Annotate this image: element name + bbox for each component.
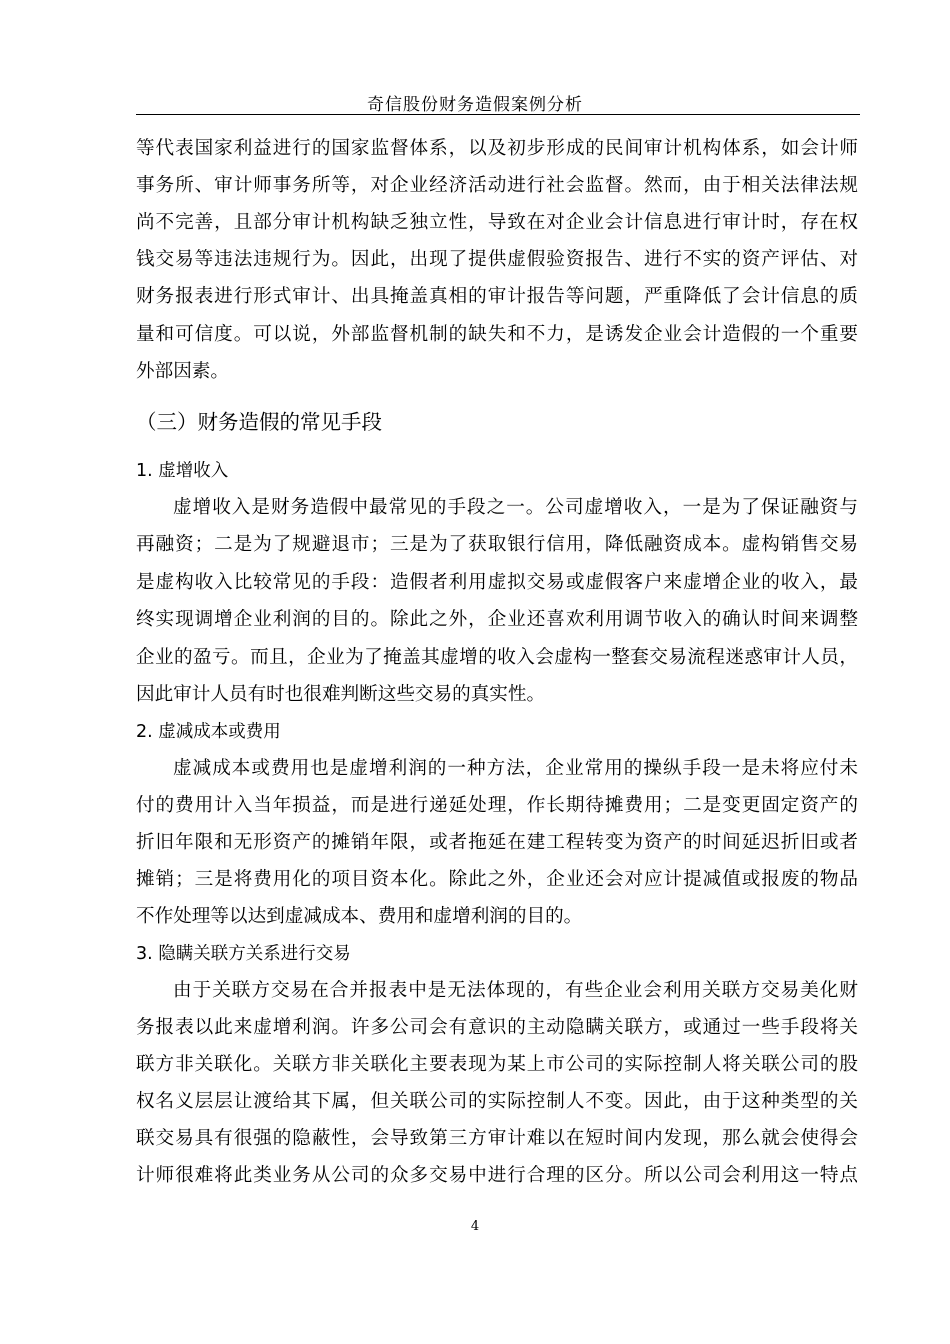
text-line: 尚不完善，且部分审计机构缺乏独立性，导致在对企业会计信息进行审计时，存在权: [136, 212, 858, 233]
section-heading: （三）财务造假的常见手段: [136, 410, 382, 434]
text-line: 虚增收入是财务造假中最常见的手段之一。公司虚增收入，一是为了保证融资与: [173, 497, 858, 518]
text-line: 终实现调增企业利润的目的。除此之外，企业还喜欢利用调节收入的确认时间来调整: [136, 609, 858, 630]
text-line: 虚减成本或费用也是虚增利润的一种方法，企业常用的操纵手段一是未将应付未: [173, 758, 858, 779]
text-line: 因此审计人员有时也很难判断这些交易的真实性。: [136, 684, 546, 705]
text-line: 事务所、审计师事务所等，对企业经济活动进行社会监督。然而，由于相关法律法规: [136, 175, 858, 196]
page-number: 4: [470, 1219, 480, 1234]
text-line: 计师很难将此类业务从公司的众多交易中进行合理的区分。所以公司会利用这一特点: [136, 1165, 858, 1186]
text-line: 再融资；二是为了规避退市；三是为了获取银行信用，降低融资成本。虚构销售交易: [136, 534, 858, 555]
text-line: 务报表以此来虚增利润。许多公司会有意识的主动隐瞒关联方，或通过一些手段将关: [136, 1017, 858, 1038]
text-line: 联方非关联化。关联方非关联化主要表现为某上市公司的实际控制人将关联公司的股: [136, 1054, 858, 1075]
text-line: 量和可信度。可以说，外部监督机制的缺失和不力，是诱发企业会计造假的一个重要: [136, 324, 858, 345]
text-line: 不作处理等以达到虚减成本、费用和虚增利润的目的。: [136, 906, 583, 927]
text-line: 是虚构收入比较常见的手段：造假者利用虚拟交易或虚假客户来虚增企业的收入，最: [136, 572, 858, 593]
text-line: 付的费用计入当年损益，而是进行递延处理，作长期待摊费用；二是变更固定资产的: [136, 795, 858, 816]
text-line: 联交易具有很强的隐蔽性，会导致第三方审计难以在短时间内发现，那么就会使得会: [136, 1128, 858, 1149]
text-line: 外部因素。: [136, 361, 229, 382]
text-line: 企业的盈亏。而且，企业为了掩盖其虚增的收入会虚构一整套交易流程迷惑审计人员，: [136, 647, 858, 668]
text-line: 折旧年限和无形资产的摊销年限，或者拖延在建工程转变为资产的时间延迟折旧或者: [136, 832, 858, 853]
text-line: 权名义层层让渡给其下属，但关联公司的实际控制人不变。因此，由于这种类型的关: [136, 1091, 858, 1112]
text-line: 等代表国家利益进行的国家监督体系，以及初步形成的民间审计机构体系，如会计师: [136, 138, 858, 159]
text-line: 钱交易等违法违规行为。因此，出现了提供虚假验资报告、进行不实的资产评估、对: [136, 249, 858, 270]
header-divider: [136, 114, 860, 115]
text-line: 由于关联方交易在合并报表中是无法体现的，有些企业会利用关联方交易美化财: [173, 980, 858, 1001]
subsection-heading: 3. 隐瞒关联方关系进行交易: [136, 944, 351, 964]
subsection-heading: 1. 虚增收入: [136, 461, 229, 481]
text-line: 摊销；三是将费用化的项目资本化。除此之外，企业还会对应计提减值或报废的物品: [136, 869, 858, 890]
document-title: 奇信股份财务造假案例分析: [367, 95, 583, 115]
subsection-heading: 2. 虚减成本或费用: [136, 722, 281, 742]
text-line: 财务报表进行形式审计、出具掩盖真相的审计报告等问题，严重降低了会计信息的质: [136, 286, 858, 307]
